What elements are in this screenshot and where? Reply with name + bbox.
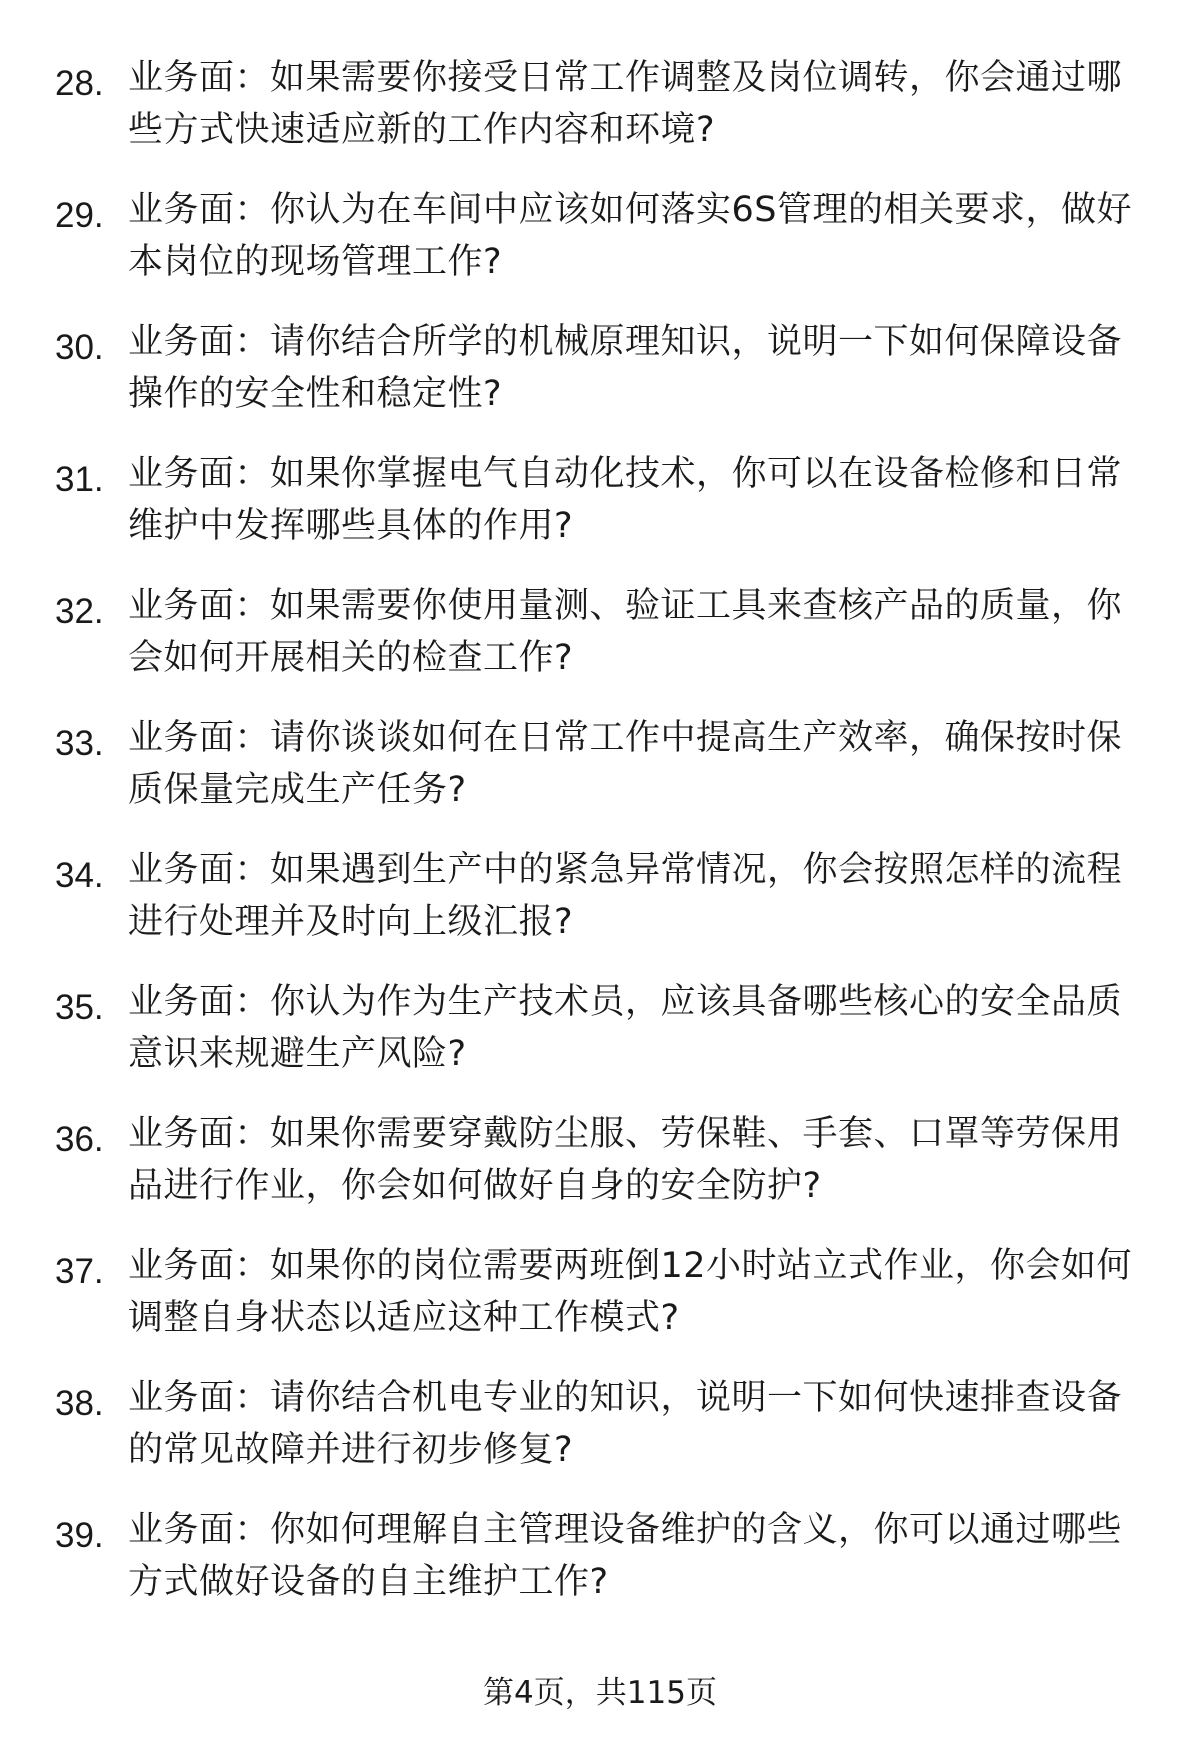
- question-item: [0, 1372, 1200, 1504]
- question-number: 36.: [55, 1120, 104, 1159]
- question-number: 31.: [55, 460, 104, 499]
- question-item: [0, 184, 1200, 316]
- question-number: 39.: [55, 1516, 104, 1555]
- question-list: [0, 52, 1200, 1636]
- question-text: 业务面：请你结合机电专业的知识，说明一下如何快速排查设备的常见故障并进行初步修复?: [128, 1378, 1123, 1470]
- question-item: [0, 1240, 1200, 1372]
- question-text: 业务面：如果你需要穿戴防尘服、劳保鞋、手套、口罩等劳保用品进行作业，你会如何做好自身的安全防护?: [128, 1114, 1123, 1206]
- question-number: 32.: [55, 592, 104, 631]
- question-item: [0, 1504, 1200, 1636]
- question-item: [0, 52, 1200, 184]
- question-text: 业务面：你认为在车间中应该如何落实6S管理的相关要求，做好本岗位的现场管理工作?: [128, 190, 1132, 282]
- question-item: [0, 448, 1200, 580]
- question-number: 35.: [55, 988, 104, 1027]
- question-text: 业务面：你如何理解自主管理设备维护的含义，你可以通过哪些方式做好设备的自主维护工作?: [128, 1510, 1123, 1602]
- question-number: 30.: [55, 328, 104, 367]
- question-item: [0, 1108, 1200, 1240]
- question-item: [0, 844, 1200, 976]
- question-number: 33.: [55, 724, 104, 763]
- question-item: [0, 580, 1200, 712]
- question-number: 34.: [55, 856, 104, 895]
- question-text: 业务面：如果你掌握电气自动化技术，你可以在设备检修和日常维护中发挥哪些具体的作用?: [128, 454, 1123, 546]
- question-text: 业务面：如果你的岗位需要两班倒12小时站立式作业，你会如何调整自身状态以适应这种工作模式?: [128, 1246, 1133, 1338]
- question-number: 37.: [55, 1252, 104, 1291]
- question-text: 业务面：如果遇到生产中的紧急异常情况，你会按照怎样的流程进行处理并及时向上级汇报?: [128, 850, 1123, 942]
- question-text: 业务面：如果需要你使用量测、验证工具来查核产品的质量，你会如何开展相关的检查工作?: [128, 586, 1123, 678]
- question-number: 38.: [55, 1384, 104, 1423]
- question-number: 28.: [55, 64, 104, 103]
- question-text: 业务面：你认为作为生产技术员，应该具备哪些核心的安全品质意识来规避生产风险?: [128, 982, 1123, 1074]
- question-item: [0, 976, 1200, 1108]
- question-text: 业务面：请你谈谈如何在日常工作中提高生产效率，确保按时保质保量完成生产任务?: [128, 718, 1123, 810]
- question-item: [0, 316, 1200, 448]
- page-number-footer: 第4页，共115页: [483, 1675, 717, 1711]
- question-item: [0, 712, 1200, 844]
- question-number: 29.: [55, 196, 104, 235]
- question-text: 业务面：请你结合所学的机械原理知识，说明一下如何保障设备操作的安全性和稳定性?: [128, 322, 1123, 414]
- question-text: 业务面：如果需要你接受日常工作调整及岗位调转，你会通过哪些方式快速适应新的工作内容和环境?: [128, 58, 1123, 150]
